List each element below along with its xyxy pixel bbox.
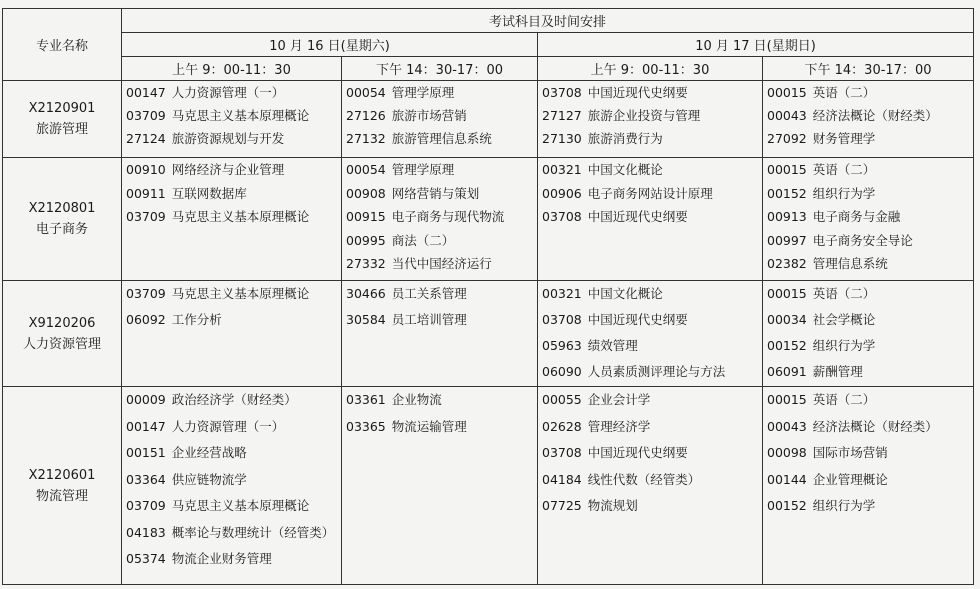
subject-code: 00043 <box>767 418 807 434</box>
subject-code: 27132 <box>346 131 386 146</box>
subject-code: 07725 <box>542 498 582 513</box>
list-item <box>346 281 537 307</box>
subject-name: 网络营销与策划 <box>391 185 480 201</box>
subject-code: 05374 <box>126 551 166 566</box>
subject-name: 管理信息系统 <box>812 256 888 271</box>
subject-name: 企业管理概论 <box>812 471 888 487</box>
subject-code: 00144 <box>767 471 807 487</box>
subject-code: 06090 <box>542 364 582 379</box>
subject-list <box>342 387 537 440</box>
subject-name: 英语（二） <box>812 85 876 100</box>
subject-name: 员工关系管理 <box>391 286 467 301</box>
list-item <box>542 307 762 333</box>
major-code: X2120901 <box>28 101 96 116</box>
day2-header: 10 月 17 日(星期日) <box>538 33 974 57</box>
subject-name: 社会学概论 <box>812 312 876 327</box>
subject-code: 00911 <box>126 185 166 201</box>
list-item <box>346 205 537 229</box>
list-item <box>542 359 762 385</box>
subject-code: 03708 <box>542 445 582 460</box>
subject-code: 00910 <box>126 162 166 177</box>
subject-code: 03708 <box>542 312 582 327</box>
subject-name: 线性代数（经管类） <box>587 471 701 487</box>
subject-name: 企业经营战略 <box>171 445 247 460</box>
subject-cell-d1-am <box>122 281 342 387</box>
subject-name: 概率论与数理统计（经管类） <box>171 524 335 540</box>
list-item <box>346 252 537 276</box>
major-cell <box>3 281 122 387</box>
subject-code: 00147 <box>126 418 166 434</box>
exam-title-header: 考试科目及时间安排 <box>122 9 974 33</box>
list-item <box>767 127 973 150</box>
major-cell <box>3 81 122 158</box>
subject-name: 马克思主义基本原理概论 <box>171 498 310 513</box>
subject-name: 组织行为学 <box>812 338 876 353</box>
list-item <box>767 333 973 359</box>
subject-list <box>122 281 341 333</box>
subject-cell-d2-pm <box>763 281 974 387</box>
subject-cell-d2-am <box>538 81 763 158</box>
subject-name: 组织行为学 <box>812 498 876 513</box>
subject-name: 管理学原理 <box>391 85 455 100</box>
subject-code: 00906 <box>542 185 582 201</box>
subject-list <box>763 387 973 520</box>
subject-list <box>342 158 537 276</box>
major-header: 专业名称 <box>3 9 122 81</box>
list-item <box>126 104 341 127</box>
major-code: X2120801 <box>28 201 96 216</box>
subject-name: 网络经济与企业管理 <box>171 162 285 177</box>
subject-cell-d2-am <box>538 281 763 387</box>
table-row <box>3 81 974 158</box>
major-name: 物流管理 <box>35 488 88 504</box>
subject-code: 27124 <box>126 131 166 146</box>
subject-cell-d2-am <box>538 158 763 281</box>
subject-list <box>342 281 537 333</box>
subject-name: 企业物流 <box>391 392 442 407</box>
list-item <box>767 467 973 494</box>
list-item <box>346 414 537 441</box>
subject-code: 05963 <box>542 338 582 353</box>
subject-name: 企业会计学 <box>587 392 651 407</box>
subject-cell-d2-pm <box>763 387 974 585</box>
list-item <box>542 281 762 307</box>
list-item <box>126 546 341 573</box>
subject-name: 中国近现代史纲要 <box>587 445 688 460</box>
table-row <box>3 387 974 585</box>
list-item <box>767 229 973 253</box>
list-item <box>126 307 341 333</box>
subject-code: 03361 <box>346 392 386 407</box>
subject-name: 电子商务网站设计原理 <box>587 185 713 201</box>
subject-code: 27130 <box>542 131 582 146</box>
subject-code: 00321 <box>542 162 582 177</box>
table-row <box>3 281 974 387</box>
subject-code: 30466 <box>346 286 386 301</box>
subject-code: 00152 <box>767 498 807 513</box>
list-item <box>767 81 973 104</box>
subject-name: 管理学原理 <box>391 162 455 177</box>
subject-code: 00908 <box>346 185 386 201</box>
subject-code: 27127 <box>542 108 582 123</box>
subject-code: 00015 <box>767 85 807 100</box>
subject-name: 绩效管理 <box>587 338 638 353</box>
list-item <box>767 158 973 182</box>
subject-code: 03364 <box>126 471 166 487</box>
list-item <box>346 387 537 414</box>
list-item <box>767 252 973 276</box>
subject-name: 旅游市场营销 <box>391 108 467 123</box>
list-item <box>126 493 341 520</box>
subject-code: 30584 <box>346 312 386 327</box>
subject-name: 政治经济学（财经类） <box>171 392 297 407</box>
day2-am-header: 上午 9：00-11：30 <box>538 57 763 81</box>
major-cell <box>3 158 122 281</box>
subject-name: 马克思主义基本原理概论 <box>171 209 310 224</box>
list-item <box>126 281 341 307</box>
subject-name: 经济法概论（财经类） <box>812 108 938 123</box>
list-item <box>126 81 341 104</box>
subject-name: 供应链物流学 <box>171 471 247 487</box>
subject-list <box>763 158 973 276</box>
subject-code: 00997 <box>767 232 807 248</box>
subject-name: 人员素质测评理论与方法 <box>587 364 726 379</box>
subject-code: 02382 <box>767 256 807 271</box>
subject-name: 商法（二） <box>391 232 455 248</box>
subject-code: 00015 <box>767 162 807 177</box>
subject-code: 00152 <box>767 338 807 353</box>
schedule-body <box>3 81 974 585</box>
subject-code: 04184 <box>542 471 582 487</box>
list-item <box>126 467 341 494</box>
subject-name: 中国文化概论 <box>587 162 663 177</box>
subject-name: 中国近现代史纲要 <box>587 209 688 224</box>
list-item <box>346 104 537 127</box>
subject-code: 00915 <box>346 209 386 224</box>
major-cell <box>3 387 122 585</box>
subject-code: 02628 <box>542 418 582 434</box>
list-item <box>542 414 762 441</box>
subject-code: 00147 <box>126 85 166 100</box>
subject-cell-d2-pm <box>763 81 974 158</box>
subject-cell-d1-am <box>122 158 342 281</box>
subject-name: 薪酬管理 <box>812 364 863 379</box>
list-item <box>126 127 341 150</box>
subject-list <box>538 81 762 150</box>
subject-code: 00098 <box>767 445 807 460</box>
subject-list <box>122 81 341 150</box>
list-item <box>126 205 341 229</box>
subject-cell-d1-am <box>122 387 342 585</box>
subject-name: 物流运输管理 <box>391 418 467 434</box>
subject-cell-d1-pm <box>342 387 538 585</box>
list-item <box>542 182 762 206</box>
list-item <box>542 205 762 229</box>
subject-code: 06092 <box>126 312 166 327</box>
subject-code: 00015 <box>767 286 807 301</box>
subject-cell-d1-am <box>122 81 342 158</box>
list-item <box>542 440 762 467</box>
subject-name: 物流规划 <box>587 498 638 513</box>
list-item <box>767 359 973 385</box>
list-item <box>767 307 973 333</box>
subject-code: 03708 <box>542 209 582 224</box>
subject-name: 旅游管理信息系统 <box>391 131 492 146</box>
subject-name: 马克思主义基本原理概论 <box>171 108 310 123</box>
subject-name: 英语（二） <box>812 162 876 177</box>
subject-name: 旅游资源规划与开发 <box>171 131 285 146</box>
subject-code: 00015 <box>767 392 807 407</box>
subject-cell-d1-pm <box>342 158 538 281</box>
subject-name: 人力资源管理（一） <box>171 418 285 434</box>
subject-code: 00054 <box>346 85 386 100</box>
subject-name: 英语（二） <box>812 286 876 301</box>
list-item <box>346 81 537 104</box>
day1-am-header: 上午 9：00-11：30 <box>122 57 342 81</box>
table-row <box>3 158 974 281</box>
subject-name: 英语（二） <box>812 392 876 407</box>
subject-name: 人力资源管理（一） <box>171 85 285 100</box>
list-item <box>126 520 341 547</box>
list-item <box>346 158 537 182</box>
subject-name: 电子商务与金融 <box>812 209 901 224</box>
subject-code: 00009 <box>126 392 166 407</box>
list-item <box>542 81 762 104</box>
subject-list <box>763 281 973 385</box>
subject-cell-d1-pm <box>342 81 538 158</box>
subject-code: 00995 <box>346 232 386 248</box>
subject-cell-d2-pm <box>763 158 974 281</box>
list-item <box>542 333 762 359</box>
list-item <box>346 307 537 333</box>
subject-name: 经济法概论（财经类） <box>812 418 938 434</box>
subject-list <box>763 81 973 150</box>
subject-name: 员工培训管理 <box>391 312 467 327</box>
list-item <box>542 387 762 414</box>
subject-code: 00034 <box>767 312 807 327</box>
list-item <box>767 414 973 441</box>
subject-name: 马克思主义基本原理概论 <box>171 286 310 301</box>
subject-name: 物流企业财务管理 <box>171 551 272 566</box>
subject-cell-d2-am <box>538 387 763 585</box>
subject-code: 27332 <box>346 256 386 271</box>
list-item <box>542 467 762 494</box>
day2-pm-header: 下午 14：30-17：00 <box>763 57 974 81</box>
subject-code: 03709 <box>126 498 166 513</box>
major-code: X2120601 <box>28 467 96 483</box>
list-item <box>346 182 537 206</box>
subject-name: 互联网数据库 <box>171 185 247 201</box>
subject-name: 中国近现代史纲要 <box>587 85 688 100</box>
list-item <box>542 104 762 127</box>
subject-list <box>342 81 537 150</box>
subject-list <box>538 387 762 520</box>
subject-code: 00913 <box>767 209 807 224</box>
subject-code: 06091 <box>767 364 807 379</box>
subject-name: 管理经济学 <box>587 418 651 434</box>
list-item <box>542 127 762 150</box>
subject-name: 电子商务与现代物流 <box>391 209 505 224</box>
subject-name: 当代中国经济运行 <box>391 256 492 271</box>
subject-code: 00055 <box>542 392 582 407</box>
list-item <box>767 104 973 127</box>
list-item <box>542 493 762 520</box>
list-item <box>126 440 341 467</box>
subject-list <box>538 281 762 385</box>
subject-code: 00043 <box>767 108 807 123</box>
exam-schedule-table <box>2 8 974 585</box>
day1-header: 10 月 16 日(星期六) <box>122 33 538 57</box>
subject-name: 中国近现代史纲要 <box>587 312 688 327</box>
list-item <box>767 387 973 414</box>
subject-name: 工作分析 <box>171 312 222 327</box>
list-item <box>346 127 537 150</box>
subject-name: 国际市场营销 <box>812 445 888 460</box>
subject-code: 03709 <box>126 108 166 123</box>
subject-code: 00151 <box>126 445 166 460</box>
subject-list <box>538 158 762 229</box>
subject-code: 27126 <box>346 108 386 123</box>
list-item <box>767 182 973 206</box>
subject-name: 组织行为学 <box>812 185 876 201</box>
list-item <box>126 414 341 441</box>
subject-name: 旅游消费行为 <box>587 131 663 146</box>
subject-code: 00321 <box>542 286 582 301</box>
list-item <box>767 493 973 520</box>
day1-pm-header: 下午 14：30-17：00 <box>342 57 538 81</box>
subject-code: 03365 <box>346 418 386 434</box>
list-item <box>126 387 341 414</box>
subject-code: 03708 <box>542 85 582 100</box>
list-item <box>346 229 537 253</box>
subject-code: 00054 <box>346 162 386 177</box>
subject-list <box>122 387 341 573</box>
list-item <box>126 182 341 206</box>
subject-name: 电子商务安全导论 <box>812 232 913 248</box>
subject-name: 中国文化概论 <box>587 286 663 301</box>
major-name: 电子商务 <box>35 222 88 237</box>
major-name: 旅游管理 <box>35 122 88 137</box>
list-item <box>542 158 762 182</box>
subject-code: 00152 <box>767 185 807 201</box>
subject-code: 04183 <box>126 524 166 540</box>
subject-cell-d1-pm <box>342 281 538 387</box>
subject-name: 财务管理学 <box>812 131 876 146</box>
list-item <box>767 440 973 467</box>
list-item <box>126 158 341 182</box>
major-name: 人力资源管理 <box>22 336 101 352</box>
subject-code: 03709 <box>126 209 166 224</box>
list-item <box>767 205 973 229</box>
subject-code: 27092 <box>767 131 807 146</box>
subject-name: 旅游企业投资与管理 <box>587 108 701 123</box>
subject-code: 03709 <box>126 286 166 301</box>
list-item <box>767 281 973 307</box>
major-code: X9120206 <box>28 315 96 331</box>
subject-list <box>122 158 341 229</box>
